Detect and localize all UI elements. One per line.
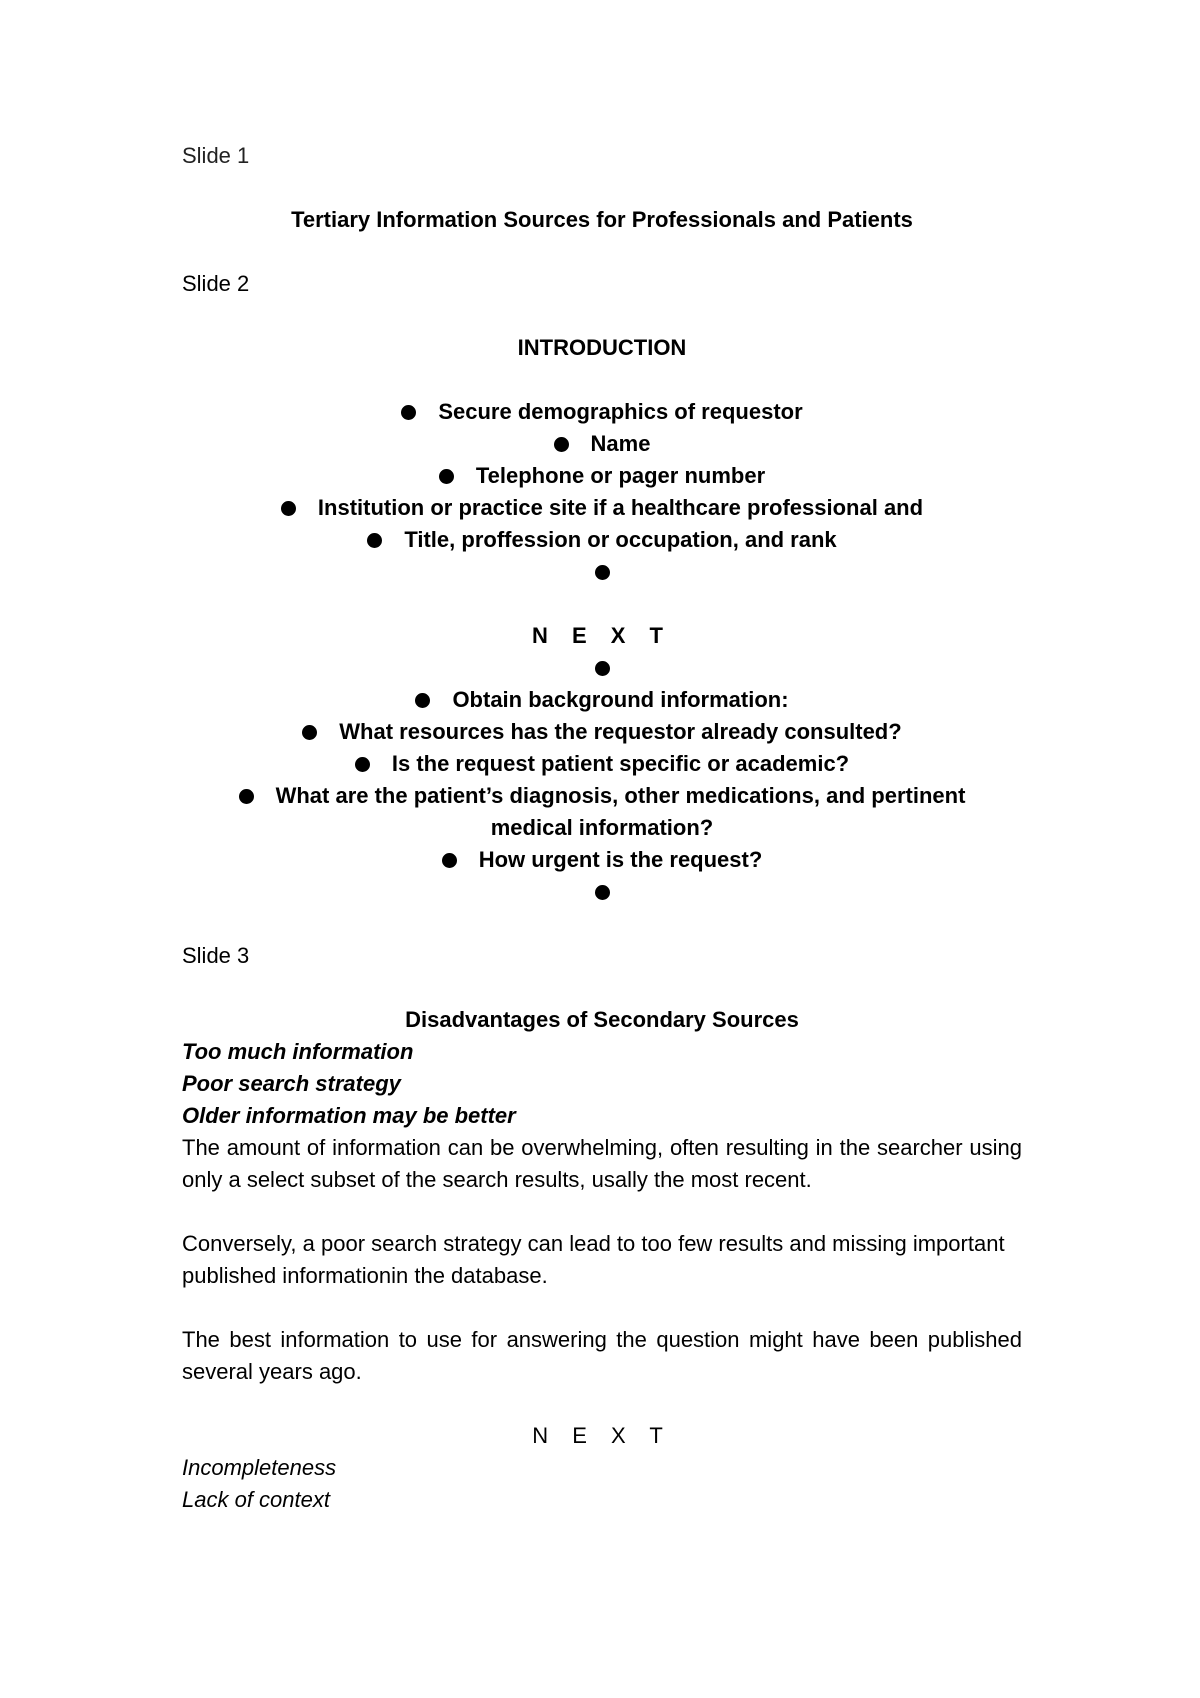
bullet-icon [554,437,569,452]
slide-3-heading: Disadvantages of Secondary Sources [405,1007,799,1032]
bullet-item [182,780,1022,812]
bullet-icon [401,405,416,420]
bullet-item [182,396,1022,428]
bullet-icon [415,693,430,708]
bullet-text: Secure demographics of requestor [438,399,803,424]
empty-bullet [182,556,1022,588]
next-label: N E X T [532,1423,672,1448]
slide-2-heading: INTRODUCTION [517,335,687,360]
bullet-icon [367,533,382,548]
next-label: N E X T [531,623,672,648]
bullet-item [182,748,1022,780]
paragraph: The best information to use for answering the question might have been published several years ago. [182,1327,1022,1384]
bullet-text: Title, proffession or occupation, and rank [404,527,837,552]
bullet-text: Is the request patient specific or academic? [391,751,850,776]
paragraph: The amount of information can be overwhelming, often resulting in the searcher using only a select subset of the search results, usally the most recent. [182,1135,1022,1192]
bullet-icon [439,469,454,484]
bullet-item [182,492,1022,524]
empty-bullet [182,876,1022,908]
slide-1-title: Tertiary Information Sources for Professionals and Patients [291,207,913,232]
paragraph: Conversely, a poor search strategy can lead to too few results and missing important published informationin the database. [182,1231,1005,1288]
bullet-icon [442,853,457,868]
bullet-item [182,524,1022,556]
bullet-item [182,844,1022,876]
bullet-item [182,428,1022,460]
disadvantage-item: Older information may be better [182,1103,516,1128]
bullet-icon [595,661,610,676]
slide-1-label: Slide 1 [182,143,250,168]
bullet-icon [302,725,317,740]
bullet-text: How urgent is the request? [478,847,763,872]
bullet-text: What resources has the requestor already consulted? [339,719,902,744]
bullet-icon [281,501,296,516]
bullet-continuation: medical information? [490,815,714,840]
bullet-icon [239,789,254,804]
slide-2-label: Slide 2 [182,271,250,296]
empty-bullet [182,652,1022,684]
disadvantage-item: Lack of context [182,1487,330,1512]
bullet-icon [595,885,610,900]
bullet-item [182,684,1022,716]
bullet-text: Name [590,431,651,456]
bullet-text: Telephone or pager number [475,463,766,488]
bullet-text: What are the patient’s diagnosis, other medications, and pertinent [275,783,966,808]
disadvantage-item: Poor search strategy [182,1071,401,1096]
disadvantage-item: Incompleteness [182,1455,337,1480]
bullet-text: Institution or practice site if a healthcare professional and [317,495,924,520]
bullet-text: Obtain background information: [452,687,789,712]
bullet-item [182,716,1022,748]
document-body [182,140,1022,1516]
slide-3-label: Slide 3 [182,943,250,968]
bullet-icon [595,565,610,580]
bullet-icon [355,757,370,772]
disadvantage-item: Too much information [182,1039,414,1064]
bullet-item [182,460,1022,492]
